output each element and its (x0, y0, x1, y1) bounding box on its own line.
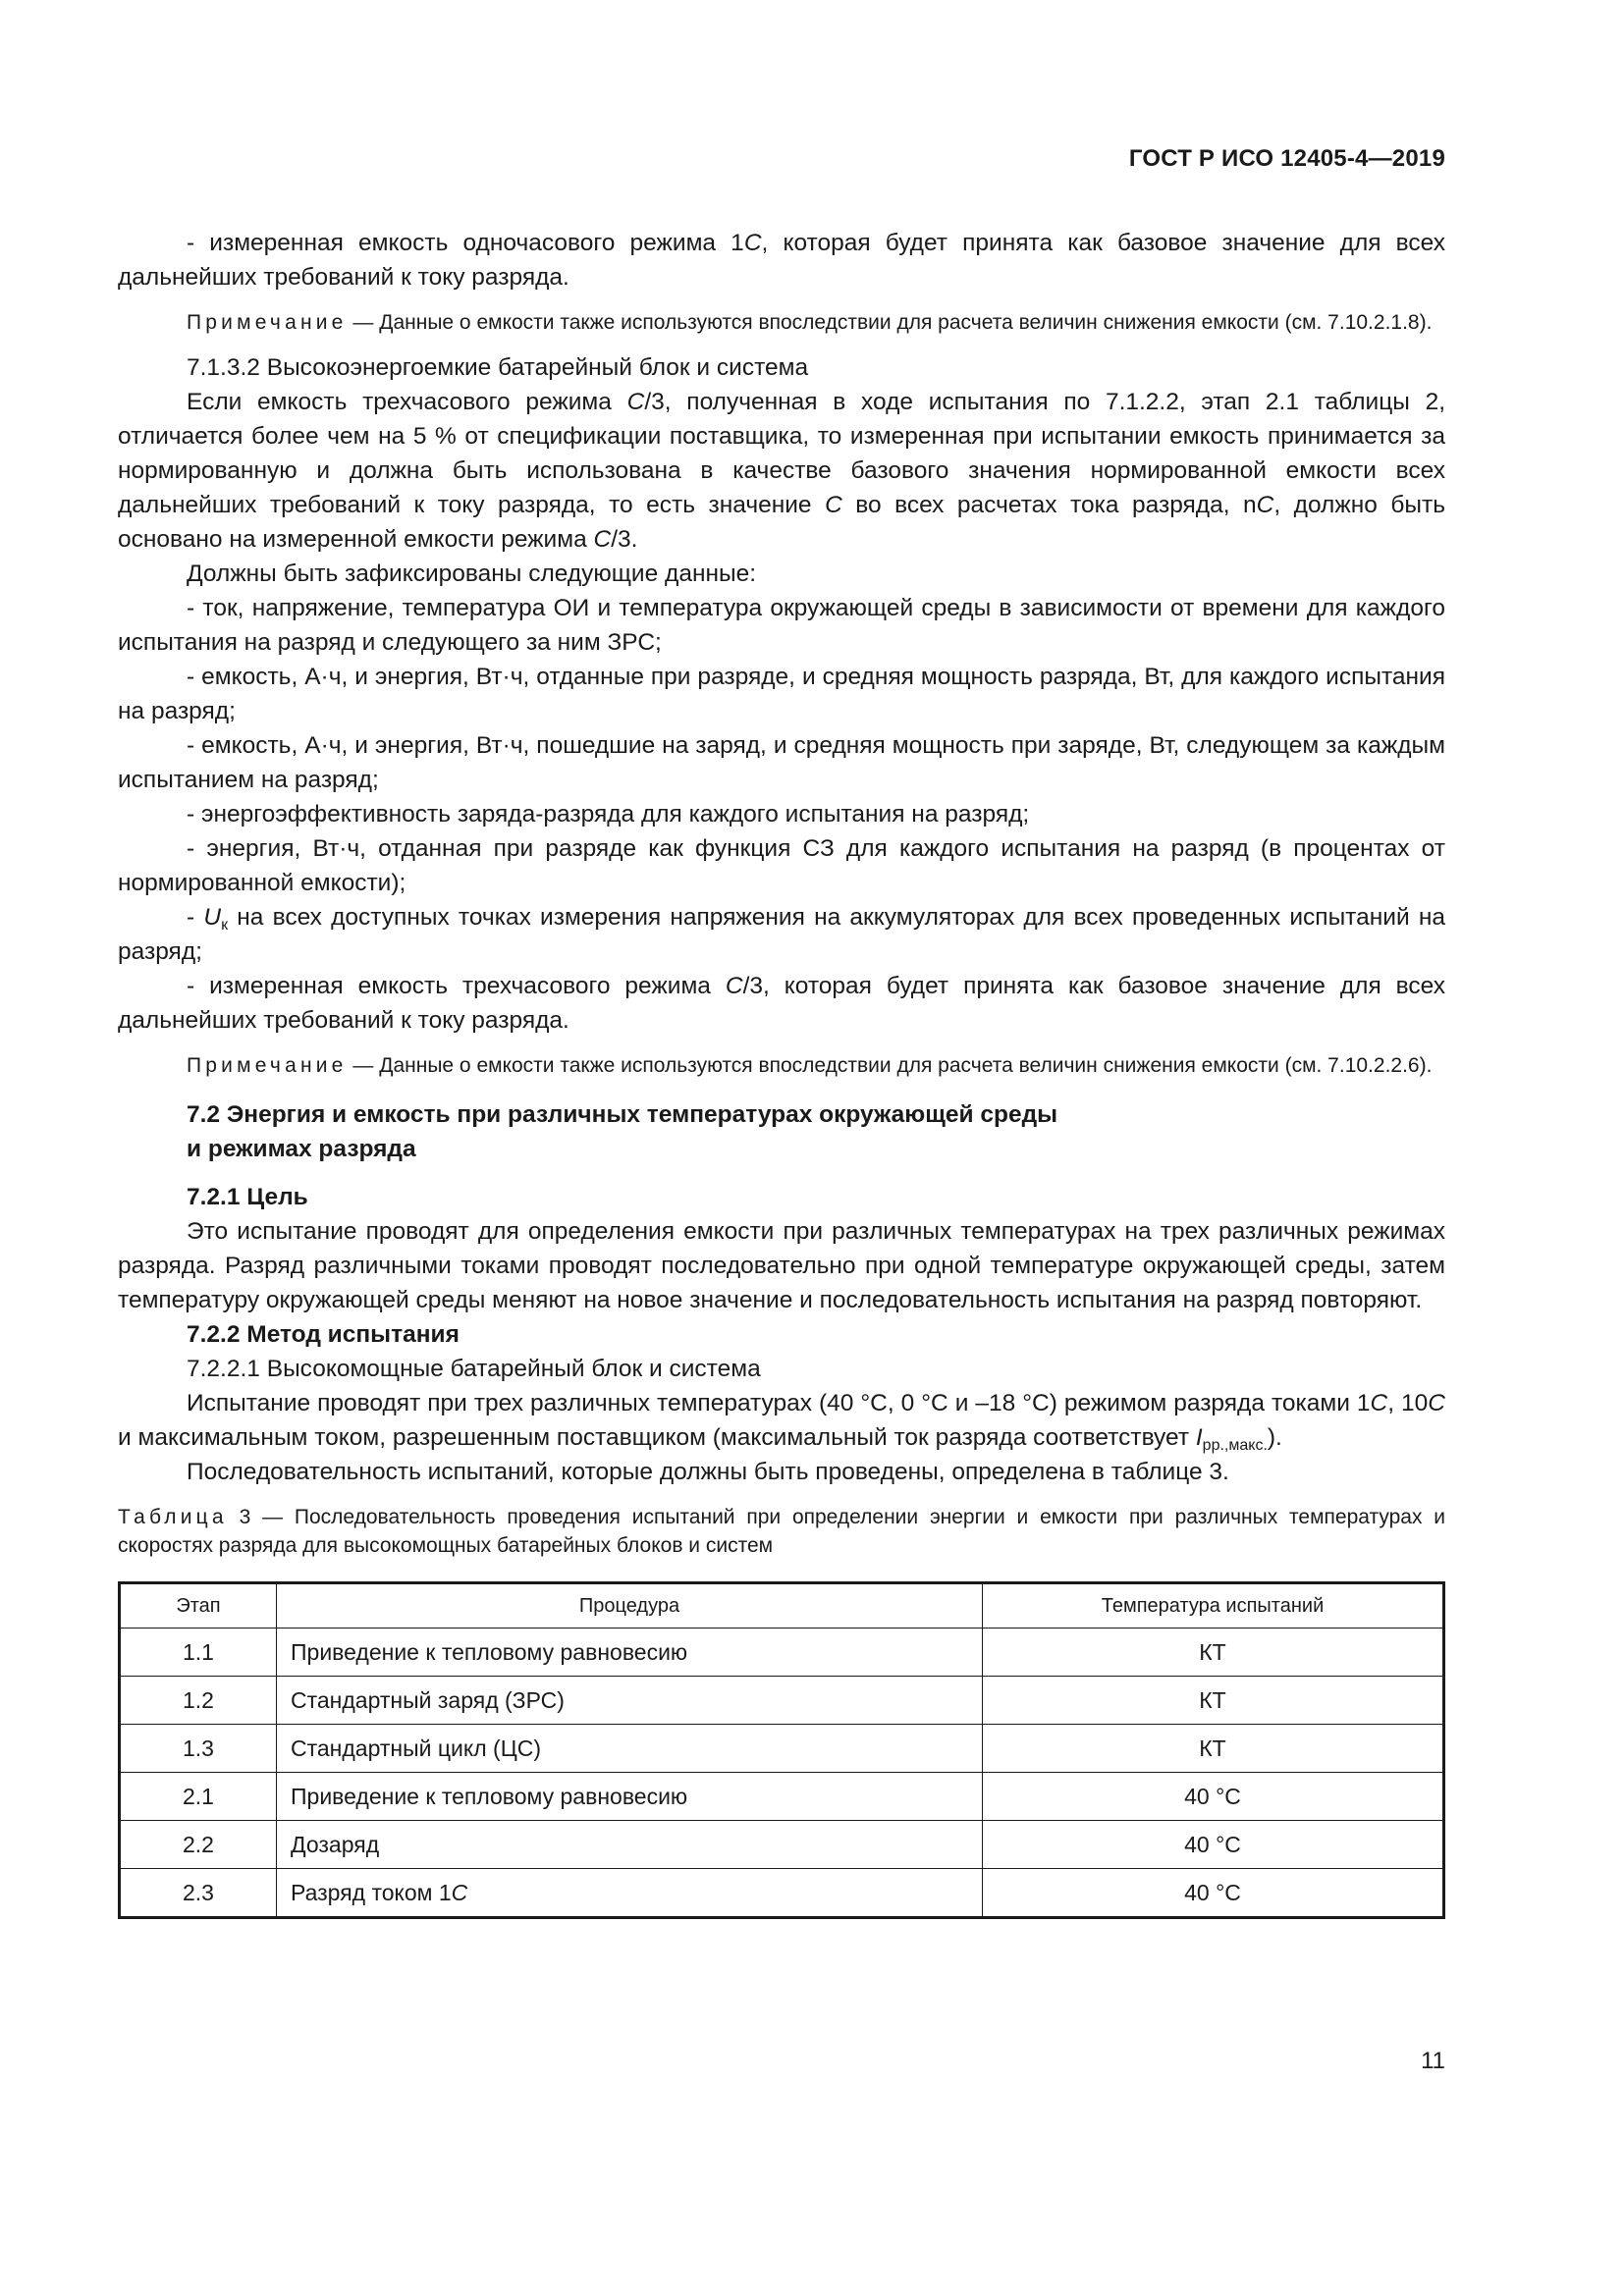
table-row (120, 1869, 1444, 1918)
cell-temperature: КТ (983, 1629, 1444, 1677)
paragraph-sequence-ref: Последовательность испытаний, которые должны быть проведены, определена в таблице 3. (187, 1459, 1229, 1485)
paragraph-rated-capacity: Если емкость трехчасового режима C/3, полученная в ходе испытания по 7.1.2.2, этап 2.1 таблицы 2, отличается более чем на 5 % от спецификации поставщика, то измеренная при испытании емкость принимается за нормированную и должна быть использована в качестве базового значения нормированной емкости всех дальнейших требований к току разряда, то есть значение C во всех расчетах тока разряда, nC, должно быть основано на измеренной емкости режима C/3. (118, 389, 1445, 553)
cell-procedure: Приведение к тепловому равновесию (277, 1629, 983, 1677)
list-item: - измеренная емкость трехчасового режима C/3, которая будет принята как базовое значение для всех дальнейших требований к току разряда. (118, 973, 1445, 1034)
cell-temperature: КТ (983, 1725, 1444, 1773)
document-code-header: ГОСТ Р ИСО 12405-4—2019 (1128, 145, 1445, 172)
cell-procedure: Стандартный заряд (ЗРС) (277, 1677, 983, 1725)
list-item: - энергия, Вт·ч, отданная при разряде как функция СЗ для каждого испытания на разряд (в процентах от нормированной емкости); (118, 835, 1445, 896)
cell-temperature: 40 °С (983, 1869, 1444, 1918)
document-body (118, 226, 1445, 1919)
list-item: - $U_к$ на всех доступных точках измерения напряжения на аккумуляторах для всех проведенных испытаний на разряд; (118, 904, 1445, 965)
list-item: - энергоэффективность заряда-разряда для каждого испытания на разряд; (187, 801, 1030, 828)
table-row (120, 1677, 1444, 1725)
list-item: - емкость, А·ч, и энергия, Вт·ч, отданные при разряде, и средняя мощность разряда, Вт, для каждого испытания на разряд; (118, 664, 1445, 724)
section-7-2-heading: 7.2 Энергия и емкость при различных температурах окружающей среды и режимах разряда (187, 1101, 1058, 1162)
table-row (120, 1821, 1444, 1869)
cell-procedure: Приведение к тепловому равновесию (277, 1773, 983, 1821)
note-capacity-reference-1: Примечание — Данные о емкости также используются впоследствии для расчета величин снижения емкости (см. 7.10.2.1.8). (187, 311, 1433, 334)
table-header-row (120, 1583, 1444, 1629)
column-header-procedure: Процедура (277, 1583, 983, 1629)
paragraph-test-method: Испытание проводят при трех различных температурах (40 °С, 0 °С и –18 °С) режимом разряда токами 1C, 10C и максимальным током, разрешенным поставщиком (максимальный ток разряда соответствует $I_{рр.,макс.}$). (118, 1390, 1445, 1454)
section-7-2-2-heading: 7.2.2 Метод испытания (187, 1321, 460, 1348)
cell-step: 1.2 (120, 1677, 277, 1725)
cell-temperature: 40 °С (983, 1773, 1444, 1821)
list-item: - ток, напряжение, температура ОИ и температура окружающей среды в зависимости от времени для каждого испытания на разряд и следующего за ним ЗРС; (118, 595, 1445, 656)
cell-step: 2.1 (120, 1773, 277, 1821)
document-page (118, 0, 1445, 2296)
section-7-2-2-1-heading: 7.2.2.1 Высокомощные батарейный блок и система (187, 1356, 761, 1382)
cell-step: 2.3 (120, 1869, 277, 1918)
note-capacity-reference-2: Примечание — Данные о емкости также используются впоследствии для расчета величин снижения емкости (см. 7.10.2.2.6). (187, 1054, 1433, 1077)
section-7-2-1-heading: 7.2.1 Цель (187, 1184, 308, 1210)
table-row (120, 1773, 1444, 1821)
column-header-step: Этап (120, 1583, 277, 1629)
section-7-1-3-2-heading: 7.1.3.2 Высокоэнергоемкие батарейный блок и система (187, 354, 809, 381)
paragraph-base-capacity-1c: - измеренная емкость одночасового режима 1C, которая будет принята как базовое значение для всех дальнейших требований к току разряда. (118, 230, 1445, 291)
table-row (120, 1725, 1444, 1773)
cell-procedure: Стандартный цикл (ЦС) (277, 1725, 983, 1773)
cell-temperature: 40 °С (983, 1821, 1444, 1869)
cell-step: 2.2 (120, 1821, 277, 1869)
table-3 (118, 1581, 1445, 1919)
paragraph-goal: Это испытание проводят для определения емкости при различных температурах на трех различных режимах разряда. Разряд различными токами проводят последовательно при одной температуре окружающей среды, затем температуру окружающей среды меняют на новое значение и последовательность испытания на разряд повторяют. (118, 1218, 1445, 1313)
cell-step: 1.3 (120, 1725, 277, 1773)
cell-step: 1.1 (120, 1629, 277, 1677)
table-row (120, 1629, 1444, 1677)
cell-procedure: Разряд током 1C (277, 1869, 983, 1918)
paragraph-data-intro: Должны быть зафиксированы следующие данные: (187, 561, 757, 587)
cell-temperature: КТ (983, 1677, 1444, 1725)
table-3-caption: Таблица 3 — Последовательность проведения испытаний при определении энергии и емкости при различных температурах и скоростях разряда для высокомощных батарейных блоков и систем (118, 1506, 1445, 1557)
page-number: 11 (1421, 2048, 1445, 2074)
cell-procedure: Дозаряд (277, 1821, 983, 1869)
column-header-temperature: Температура испытаний (983, 1583, 1444, 1629)
list-item: - емкость, А·ч, и энергия, Вт·ч, пошедшие на заряд, и средняя мощность при заряде, Вт, следующем за каждым испытанием на разряд; (118, 732, 1445, 793)
